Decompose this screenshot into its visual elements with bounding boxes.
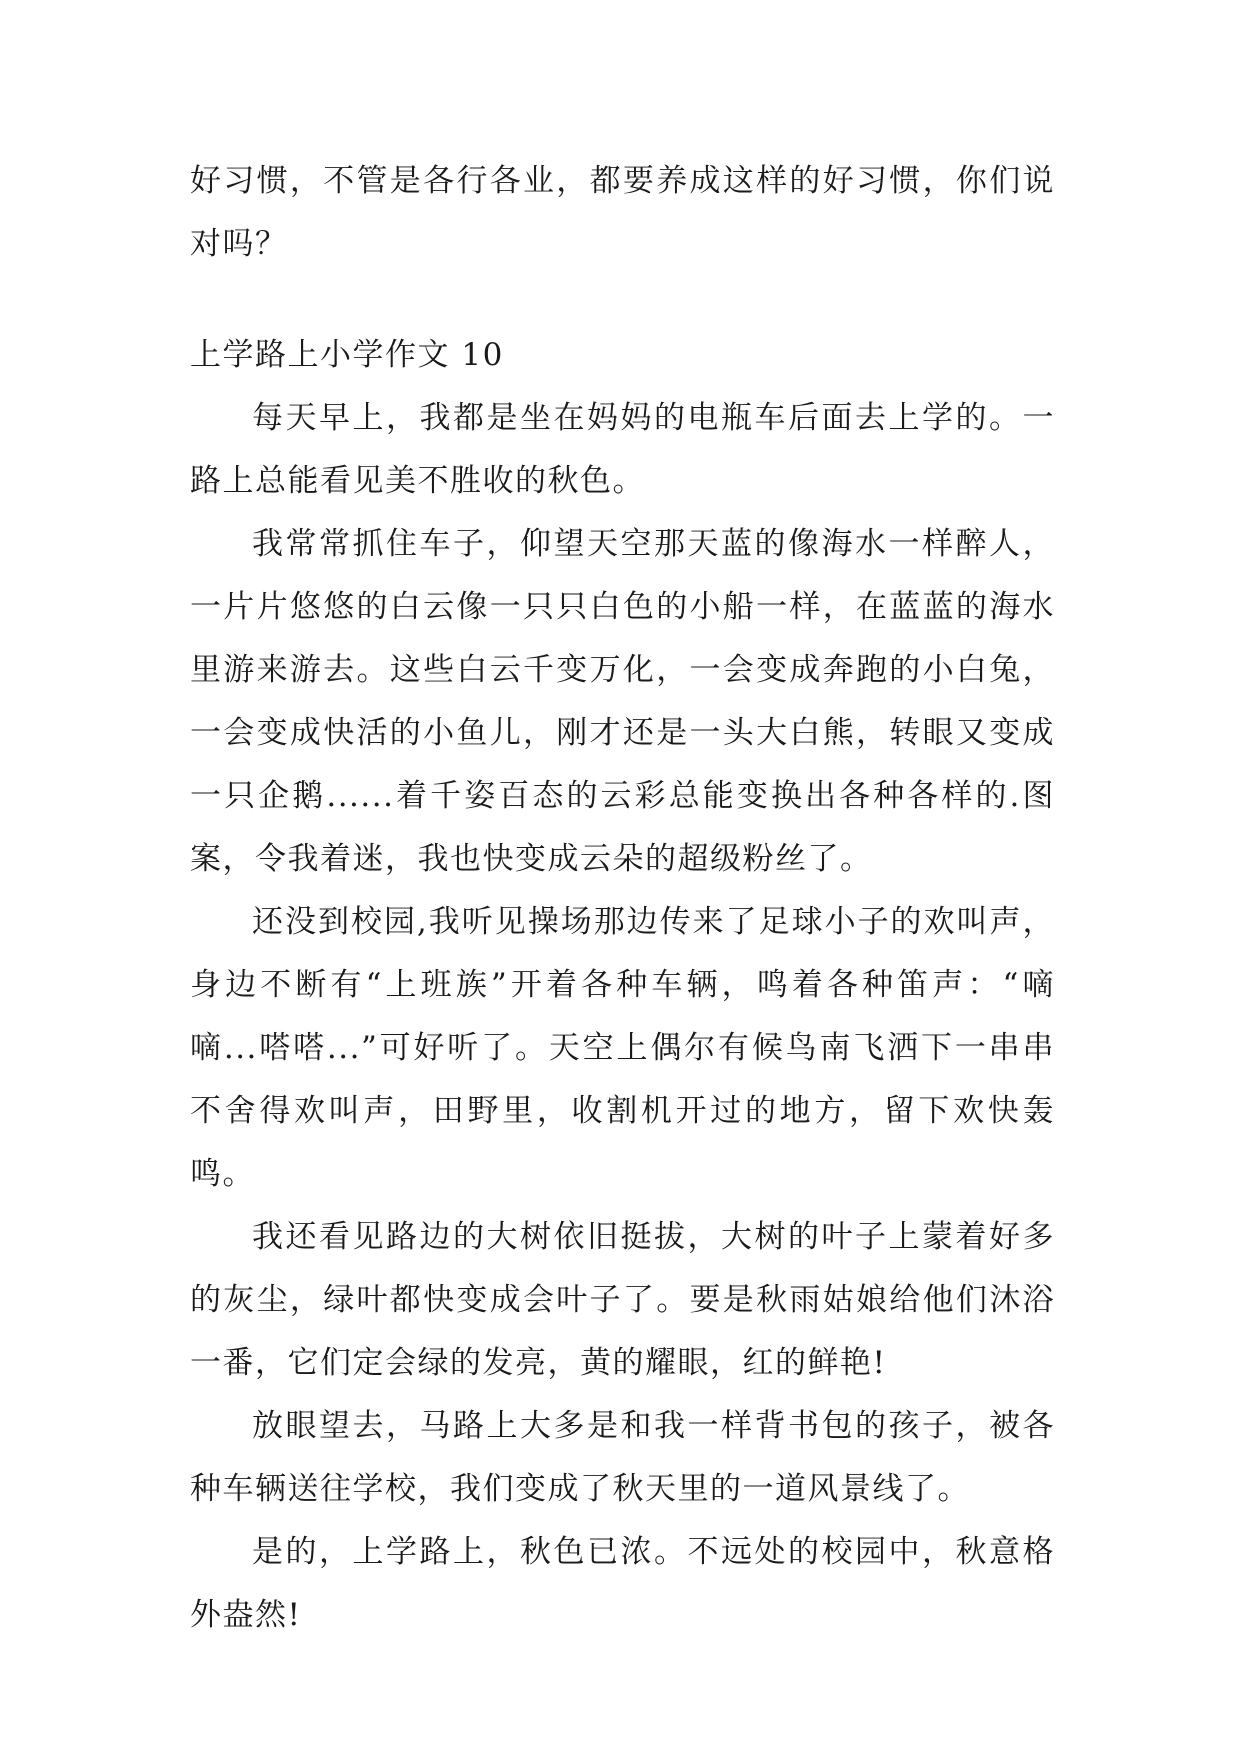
paragraph-5: 放眼望去，马路上大多是和我一样背书包的孩子，被各种车辆送往学校，我们变成了秋天里的一道风景线了。 bbox=[190, 1408, 1055, 1507]
paragraph-2: 我常常抓住车子，仰望天空那天蓝的像海水一样醉人，一片片悠悠的白云像一只只白色的小船一样，在蓝蓝的海水里游来游去。这些白云千变万化，一会变成奔跑的小白兔，一会变成快活的小鱼儿，刚才还是一头大白熊，转眼又变成一只企鹅......着千姿百态的云彩总能变换出各种各样的.图案，令我着迷，我也快变成云朵的超级粉丝了。 bbox=[190, 526, 1055, 877]
section-title: 上学路上小学作文 10 bbox=[190, 337, 504, 373]
paragraph-1: 每天早上，我都是坐在妈妈的电瓶车后面去上学的。一路上总能看见美不胜收的秋色。 bbox=[190, 400, 1055, 499]
continued-paragraph: 好习惯，不管是各行各业，都要养成这样的好习惯，你们说对吗？ bbox=[190, 163, 1055, 262]
paragraph-3: 还没到校园,我听见操场那边传来了足球小子的欢叫声，身边不断有“上班族”开着各种车辆，鸣着各种笛声：“嘀嘀...嗒嗒...”可好听了。天空上偶尔有候鸟南飞洒下一串串不舍得欢叫声，田野里，收割机开过的地方，留下欢快轰鸣。 bbox=[190, 904, 1055, 1192]
paragraph-4: 我还看见路边的大树依旧挺拔，大树的叶子上蒙着好多的灰尘，绿叶都快变成会叶子了。要是秋雨姑娘给他们沐浴一番，它们定会绿的发亮，黄的耀眼，红的鲜艳! bbox=[190, 1219, 1055, 1381]
document-page bbox=[190, 150, 1055, 1647]
paragraph-6: 是的，上学路上，秋色已浓。不远处的校园中，秋意格外盎然! bbox=[190, 1534, 1055, 1633]
